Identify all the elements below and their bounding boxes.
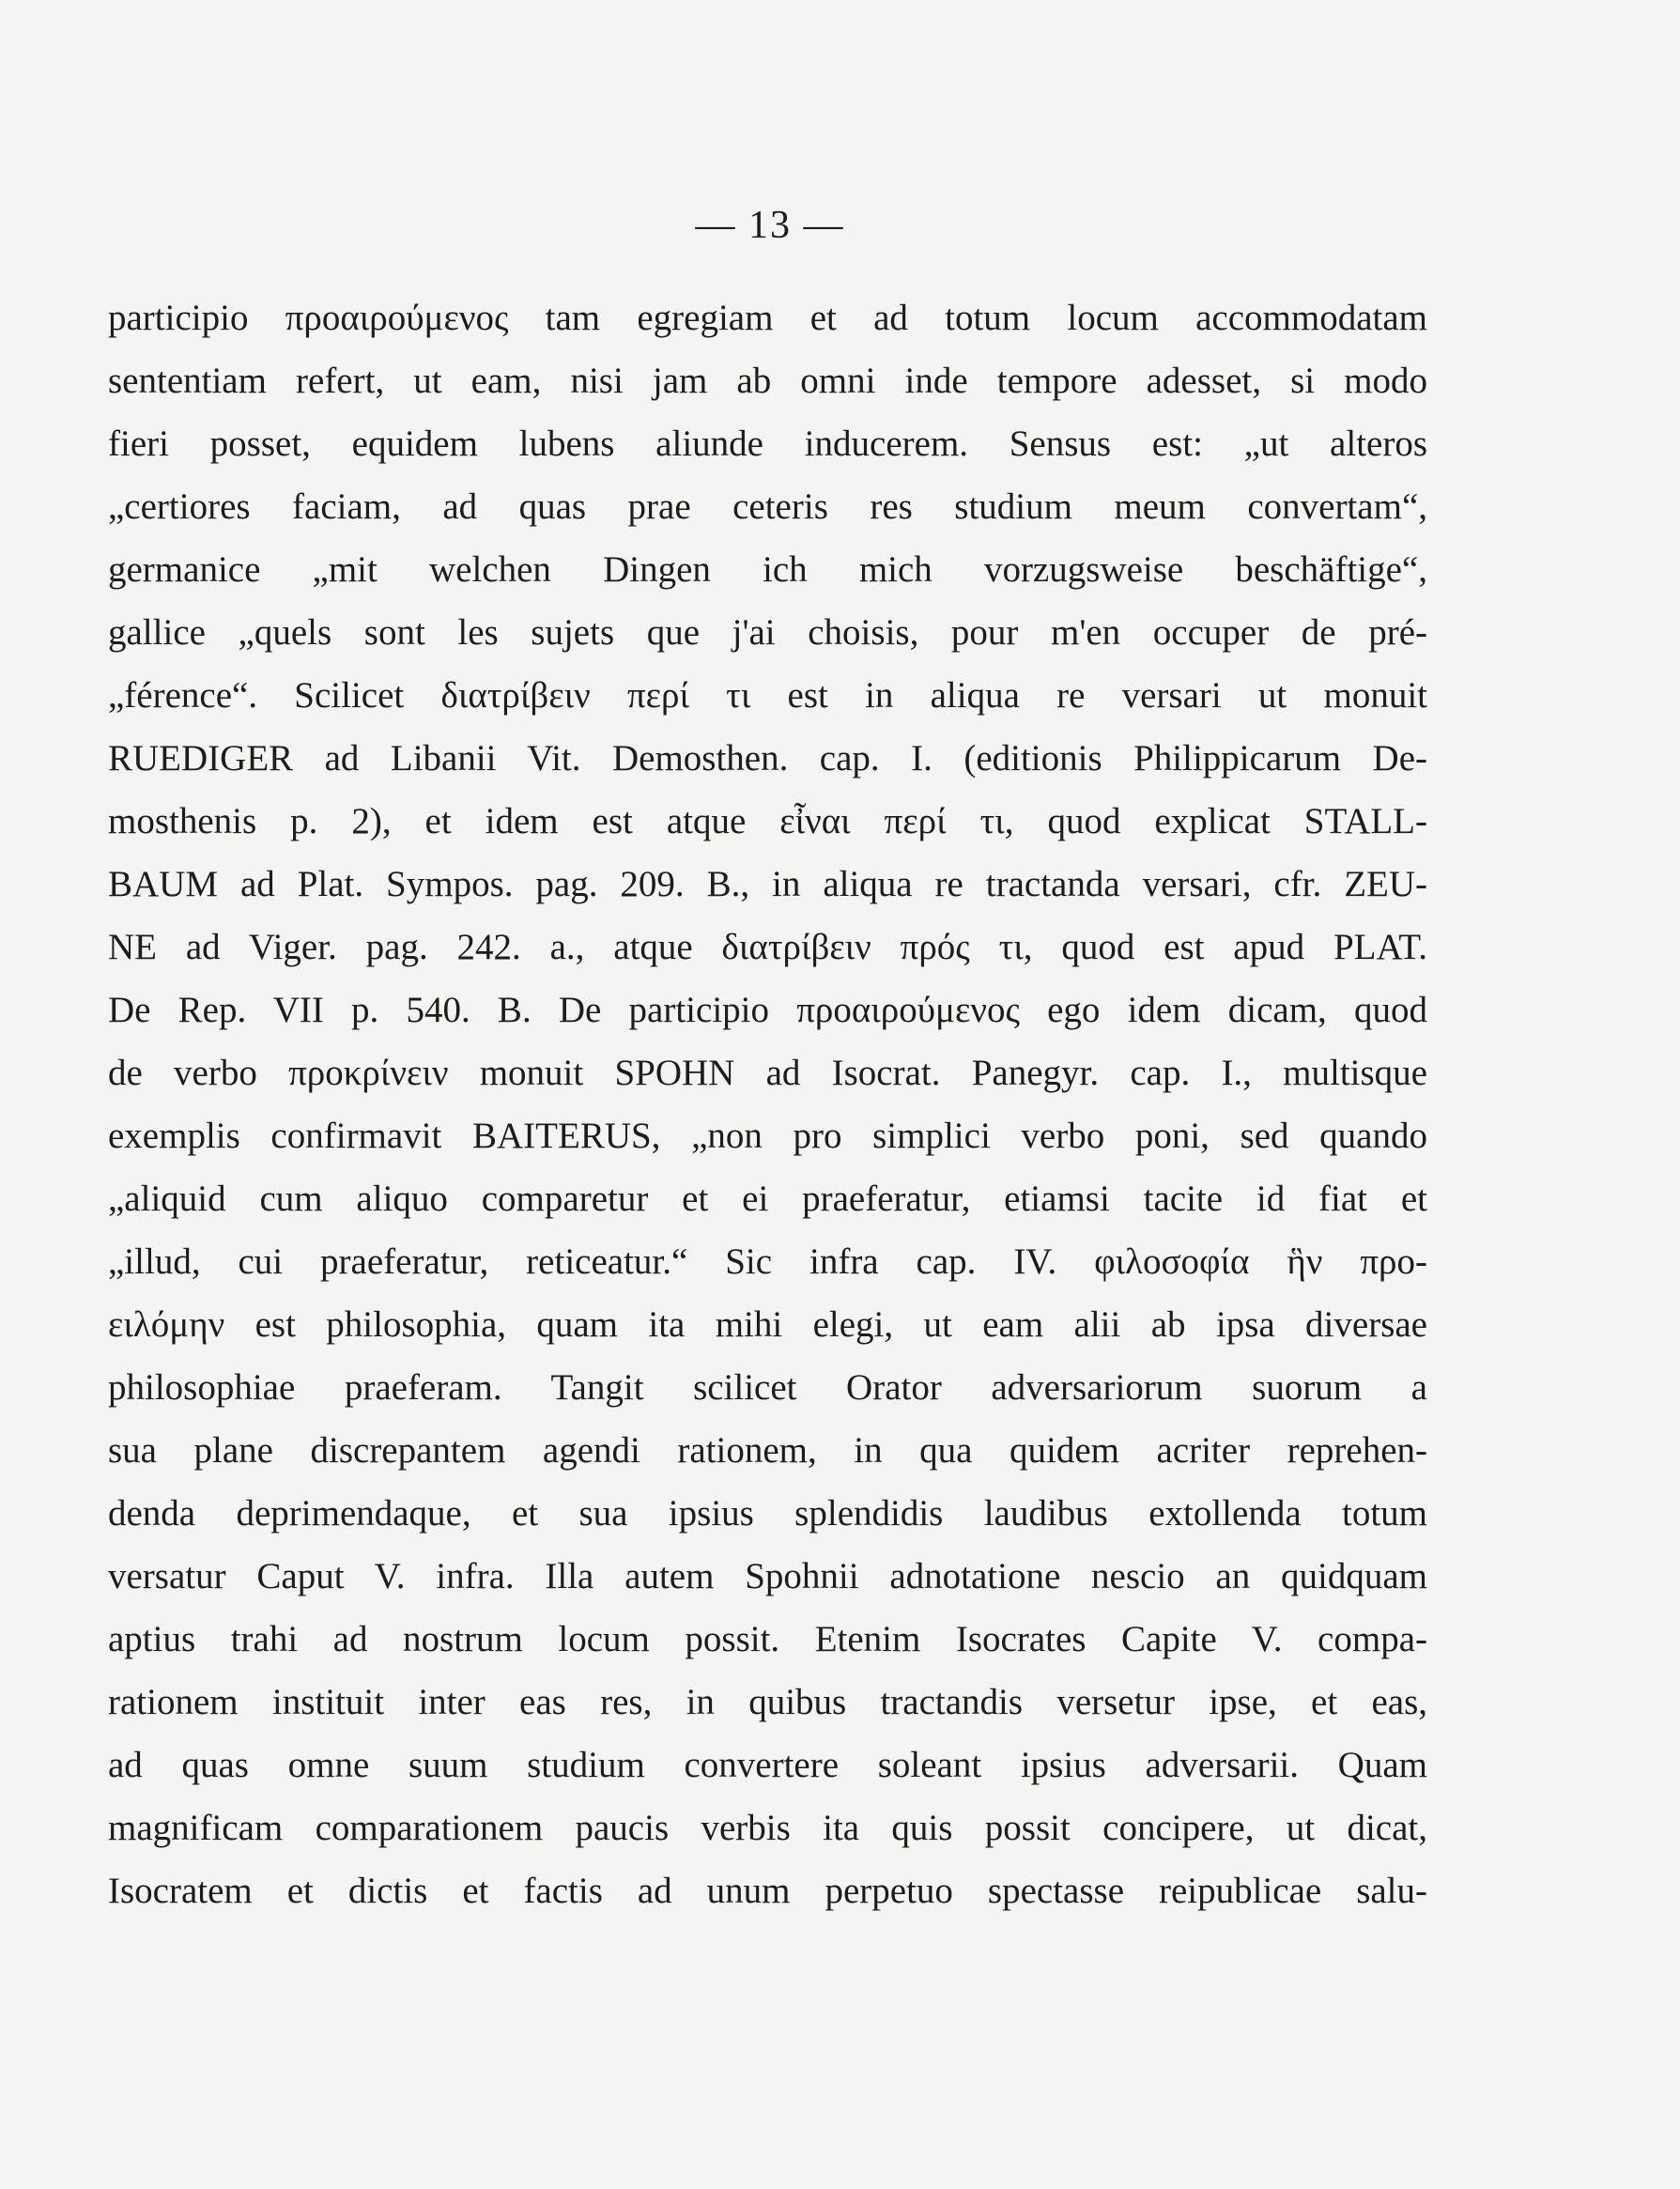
text-line: exemplis confirmavit BAITERUS, „non pro simplici verbo poni, sed quando (108, 1116, 1427, 1156)
text-line: participio προαιρούμενος tam egregiam et ad totum locum accommodatam (108, 298, 1427, 338)
text-line: „férence“. Scilicet διατρίβειν περί τι est in aliqua re versari ut monuit (108, 675, 1427, 716)
page-number: — 13 — (695, 204, 845, 247)
text-line: „illud, cui praeferatur, reticeatur.“ Sic infra cap. IV. φιλοσοφία ἣν προ- (108, 1241, 1427, 1282)
text-line: denda deprimendaque, et sua ipsius splendidis laudibus extollenda totum (108, 1493, 1427, 1534)
text-line: sua plane discrepantem agendi rationem, in qua quidem acriter reprehen- (108, 1430, 1427, 1471)
text-line: de verbo προκρίνειν monuit SPOHN ad Isocrat. Panegyr. cap. I., multisque (108, 1053, 1427, 1093)
text-line: philosophiae praeferam. Tangit scilicet Orator adversariorum suorum a (108, 1367, 1427, 1408)
text-line: „certiores faciam, ad quas prae ceteris res studium meum convertam“, (108, 486, 1427, 527)
text-line: mosthenis p. 2), et idem est atque εἶναι περί τι, quod explicat STALL- (108, 801, 1427, 841)
text-line: fieri posset, equidem lubens aliunde inducerem. Sensus est: „ut alteros (108, 424, 1427, 464)
text-line: germanice „mit welchen Dingen ich mich vorzugsweise beschäftige“, (108, 549, 1427, 590)
text-line: rationem instituit inter eas res, in quibus tractandis versetur ipse, et eas, (108, 1682, 1427, 1722)
text-line: magnificam comparationem paucis verbis ita quis possit concipere, ut dicat, (108, 1808, 1427, 1848)
text-line: BAUM ad Plat. Sympos. pag. 209. B., in aliqua re tractanda versari, cfr. ZEU- (108, 864, 1427, 904)
text-line: aptius trahi ad nostrum locum possit. Etenim Isocrates Capite V. compa- (108, 1619, 1427, 1659)
text-line: RUEDIGER ad Libanii Vit. Demosthen. cap. I. (editionis Philippicarum De- (108, 738, 1427, 778)
text-line: De Rep. VII p. 540. B. De participio προαιρούμενος ego idem dicam, quod (108, 990, 1427, 1030)
text-line: sententiam refert, ut eam, nisi jam ab omni inde tempore adesset, si modo (108, 361, 1427, 401)
text-line: versatur Caput V. infra. Illa autem Spohnii adnotatione nescio an quidquam (108, 1556, 1427, 1596)
text-line: „aliquid cum aliquo comparetur et ei praeferatur, etiamsi tacite id fiat et (108, 1179, 1427, 1219)
text-line: Isocratem et dictis et factis ad unum perpetuo spectasse reipublicae salu- (108, 1871, 1427, 1911)
text-line: NE ad Viger. pag. 242. a., atque διατρίβειν πρός τι, quod est apud PLAT. (108, 927, 1427, 967)
text-line: ad quas omne suum studium convertere soleant ipsius adversarii. Quam (108, 1745, 1427, 1785)
text-line: ειλόμην est philosophia, quam ita mihi elegi, ut eam alii ab ipsa diversae (108, 1304, 1427, 1345)
text-line: gallice „quels sont les sujets que j'ai choisis, pour m'en occuper de pré- (108, 612, 1427, 653)
body-text (108, 286, 1427, 1922)
